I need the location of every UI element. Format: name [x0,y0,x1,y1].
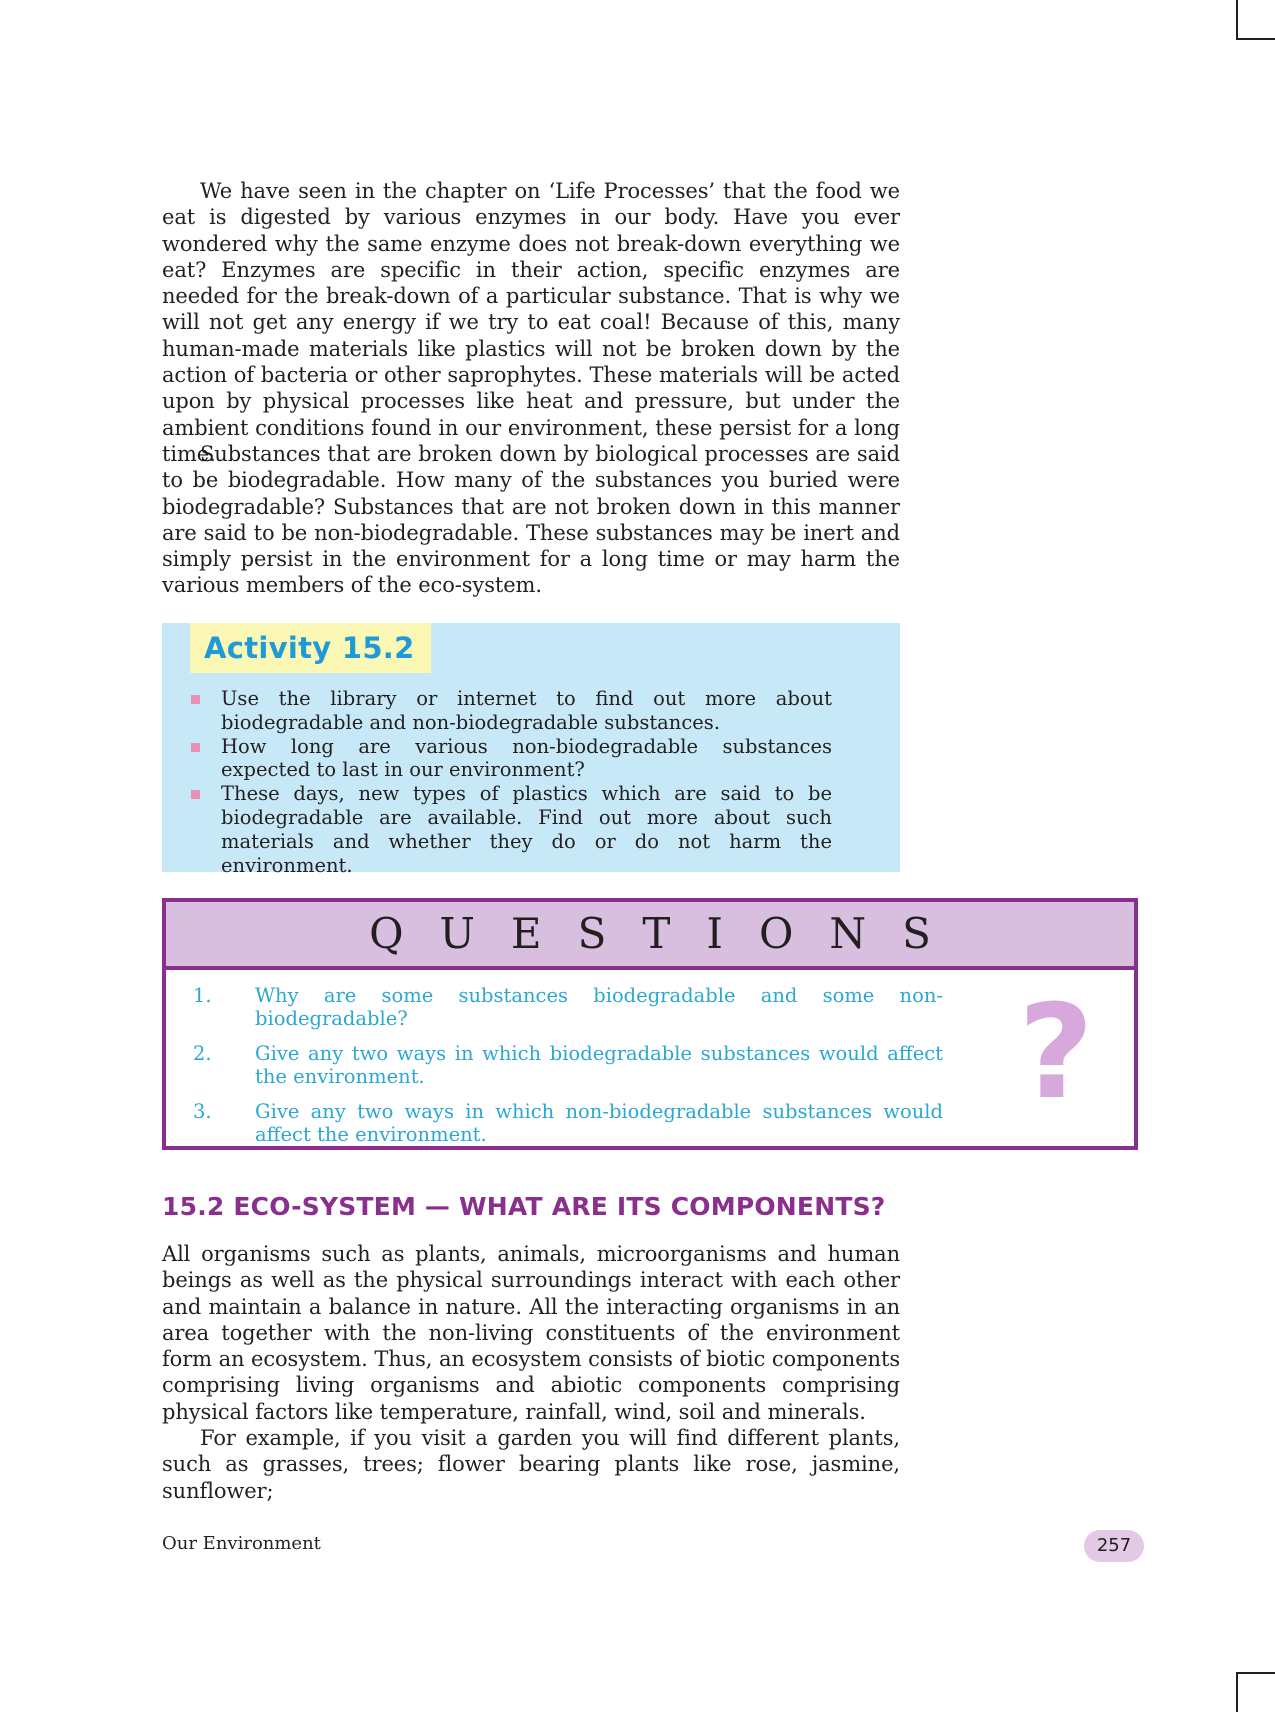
activity-item-text: How long are various non-biodegradable substances expected to last in our environment? [221,734,832,782]
question-item [193,1042,943,1088]
page-number: 257 [1084,1530,1144,1562]
activity-item [221,687,832,735]
section-paragraph-1: All organisms such as plants, animals, microorganisms and human beings as well as the physical surroundings interact with each other and maintain a balance in nature. All the interacting organisms in an area together with the non-living constituents of the environment form an ecosystem. Thus, an ecosystem consists of biotic components comprising living organisms and abiotic components comprising physical factors like temperature, rainfall, wind, soil and minerals. [162,1242,900,1424]
question-number: 2. [193,1042,212,1065]
question-text: Give any two ways in which biodegradable substances would affect the environment. [255,1042,943,1088]
question-text: Why are some substances biodegradable and some non-biodegradable? [255,984,943,1030]
question-text: Give any two ways in which non-biodegradable substances would affect the environment. [255,1100,943,1146]
activity-title: Activity 15.2 [190,623,431,673]
question-number: 3. [193,1100,212,1123]
bullet-square-icon [191,743,200,752]
questions-header: QUESTIONS [166,902,1134,970]
body-paragraph-1: We have seen in the chapter on ‘Life Processes’ that the food we eat is digested by various enzymes in our body. Have you ever wondered why the same enzyme does not break-down everything we eat? Enzymes are specific in their action, specific enzymes are needed for the break-down of a particular substance. That is why we will not get any energy if we try to eat coal! Because of this, many human-made materials like plastics will not be broken down by the action of bacteria or other saprophytes. These materials will be acted upon by physical processes like heat and pressure, but under the ambient conditions found in our environment, these persist for a long time. [162,179,900,466]
bullet-square-icon [191,790,200,799]
question-item [193,984,943,1030]
question-mark-icon: ? [1018,976,1094,1128]
activity-box [162,623,900,877]
footer-chapter-title: Our Environment [162,1533,321,1554]
section-heading: 15.2 ECO-SYSTEM — WHAT ARE ITS COMPONENTS? [162,1192,886,1221]
activity-item [221,735,832,783]
crop-mark-top [1236,0,1275,40]
question-number: 1. [193,984,212,1007]
crop-mark-bottom [1236,1672,1275,1712]
body-paragraph-2: Substances that are broken down by biological processes are said to be biodegradable. How many of the substances you buried were biodegradable? Substances that are not broken down in this manner are said to be non-biodegradable. These substances may be inert and simply persist in the environment for a long time or may harm the various members of the eco-system. [162,442,900,598]
bullet-square-icon [191,695,200,704]
activity-item-text: Use the library or internet to find out more about biodegradable and non-biodegradable substances. [221,687,832,734]
section-paragraph-2: For example, if you visit a garden you will find different plants, such as grasses, trees; flower bearing plants like rose, jasmine, sunflower; [162,1426,900,1503]
activity-list [221,687,832,877]
activity-item [221,782,832,877]
question-item [193,1100,943,1146]
activity-item-text: These days, new types of plastics which are said to be biodegradable are available. Find out more about such materials and whether they do or do not harm the environment. [221,782,832,877]
questions-list [193,984,943,1158]
questions-box [162,898,1138,1150]
